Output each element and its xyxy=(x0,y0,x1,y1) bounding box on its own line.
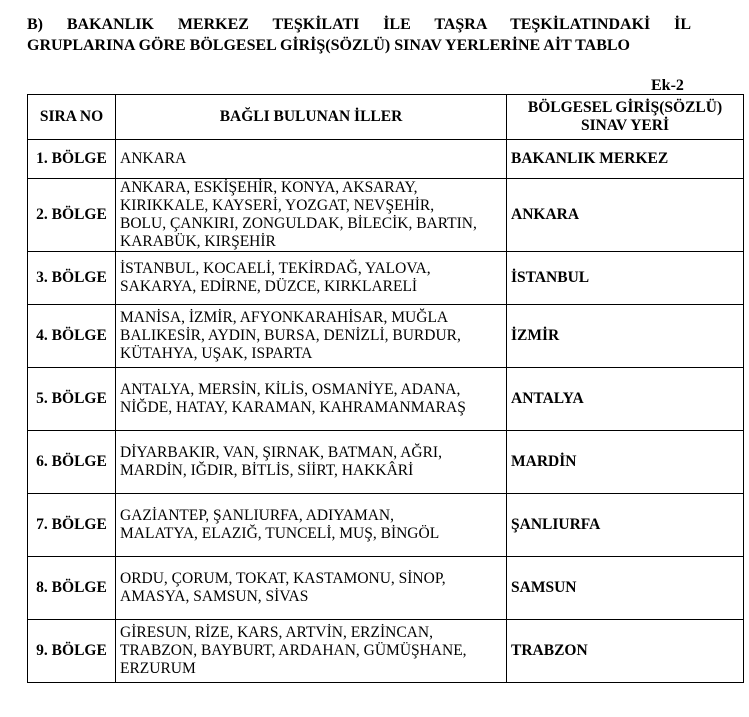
provinces-cell xyxy=(116,431,507,494)
provinces-cell xyxy=(116,494,507,557)
provinces-line: ANTALYA, MERSİN, KİLİS, OSMANİYE, ADANA, xyxy=(120,381,461,398)
provinces-line: KIRIKKALE, KAYSERİ, YOZGAT, NEVŞEHİR, xyxy=(120,197,435,214)
table-header-row xyxy=(28,95,744,140)
provinces-cell xyxy=(116,140,507,179)
region-cell: 6. BÖLGE xyxy=(28,431,116,494)
venue-cell: İSTANBUL xyxy=(507,252,744,305)
exam-venue-table xyxy=(27,94,744,683)
region-cell: 1. BÖLGE xyxy=(28,140,116,179)
region-cell: 5. BÖLGE xyxy=(28,368,116,431)
provinces-line: SAKARYA, EDİRNE, DÜZCE, KIRKLARELİ xyxy=(120,278,418,295)
provinces-line: BALIKESİR, AYDIN, BURSA, DENİZLİ, BURDUR, xyxy=(120,327,461,344)
region-cell: 4. BÖLGE xyxy=(28,305,116,368)
table-row xyxy=(28,179,744,252)
document-title xyxy=(27,14,691,56)
provinces-line: DİYARBAKIR, VAN, ŞIRNAK, BATMAN, AĞRI, xyxy=(120,444,442,461)
table-row xyxy=(28,431,744,494)
title-line-1: B) BAKANLIK MERKEZ TEŞKİLATI İLE TAŞRA TEŞKİLATINDAKİ İL xyxy=(27,16,691,33)
region-cell: 9. BÖLGE xyxy=(28,620,116,683)
provinces-cell xyxy=(116,620,507,683)
venue-cell: TRABZON xyxy=(507,620,744,683)
provinces-line: ANKARA xyxy=(120,150,187,167)
table-row xyxy=(28,252,744,305)
table-row xyxy=(28,620,744,683)
region-cell: 3. BÖLGE xyxy=(28,252,116,305)
provinces-line: İSTANBUL, KOCAELİ, TEKİRDAĞ, YALOVA, xyxy=(120,260,431,277)
table-row xyxy=(28,305,744,368)
table-row xyxy=(28,140,744,179)
provinces-line: TRABZON, BAYBURT, ARDAHAN, GÜMÜŞHANE, xyxy=(120,642,467,659)
provinces-line: ANKARA, ESKİŞEHİR, KONYA, AKSARAY, xyxy=(120,179,418,196)
provinces-cell xyxy=(116,305,507,368)
provinces-line: AMASYA, SAMSUN, SİVAS xyxy=(120,588,309,605)
provinces-line: BOLU, ÇANKIRI, ZONGULDAK, BİLECİK, BARTIN, xyxy=(120,215,477,232)
region-cell: 7. BÖLGE xyxy=(28,494,116,557)
column-header-sira-no: SIRA NO xyxy=(28,95,116,140)
provinces-cell xyxy=(116,252,507,305)
provinces-line: GAZİANTEP, ŞANLIURFA, ADIYAMAN, xyxy=(120,507,394,524)
provinces-line: ERZURUM xyxy=(120,660,196,677)
provinces-line: NİĞDE, HATAY, KARAMAN, KAHRAMANMARAŞ xyxy=(120,399,466,416)
provinces-line: KARABÜK, KIRŞEHİR xyxy=(120,233,276,250)
table-row xyxy=(28,557,744,620)
provinces-line: MALATYA, ELAZIĞ, TUNCELİ, MUŞ, BİNGÖL xyxy=(120,525,440,542)
region-cell: 2. BÖLGE xyxy=(28,179,116,252)
venue-cell: ŞANLIURFA xyxy=(507,494,744,557)
column-header-provinces: BAĞLI BULUNAN İLLER xyxy=(116,95,507,140)
region-cell: 8. BÖLGE xyxy=(28,557,116,620)
annex-label: Ek-2 xyxy=(651,77,684,94)
venue-cell: MARDİN xyxy=(507,431,744,494)
venue-cell: ANTALYA xyxy=(507,368,744,431)
provinces-line: KÜTAHYA, UŞAK, ISPARTA xyxy=(120,345,313,362)
table-row xyxy=(28,494,744,557)
column-header-exam-venue: BÖLGESEL GİRİŞ(SÖZLÜ) SINAV YERİ xyxy=(507,95,744,140)
provinces-cell xyxy=(116,368,507,431)
provinces-line: GİRESUN, RİZE, KARS, ARTVİN, ERZİNCAN, xyxy=(120,624,433,641)
venue-cell: BAKANLIK MERKEZ xyxy=(507,140,744,179)
venue-cell: ANKARA xyxy=(507,179,744,252)
table-row xyxy=(28,368,744,431)
title-line-2: GRUPLARINA GÖRE BÖLGESEL GİRİŞ(SÖZLÜ) SINAV YERLERİNE AİT TABLO xyxy=(27,37,630,54)
provinces-cell xyxy=(116,557,507,620)
provinces-line: ORDU, ÇORUM, TOKAT, KASTAMONU, SİNOP, xyxy=(120,570,446,587)
venue-cell: İZMİR xyxy=(507,305,744,368)
venue-cell: SAMSUN xyxy=(507,557,744,620)
provinces-line: MANİSA, İZMİR, AFYONKARAHİSAR, MUĞLA xyxy=(120,309,449,326)
provinces-line: MARDİN, IĞDIR, BİTLİS, SİİRT, HAKKÂRİ xyxy=(120,462,414,479)
provinces-cell xyxy=(116,179,507,252)
